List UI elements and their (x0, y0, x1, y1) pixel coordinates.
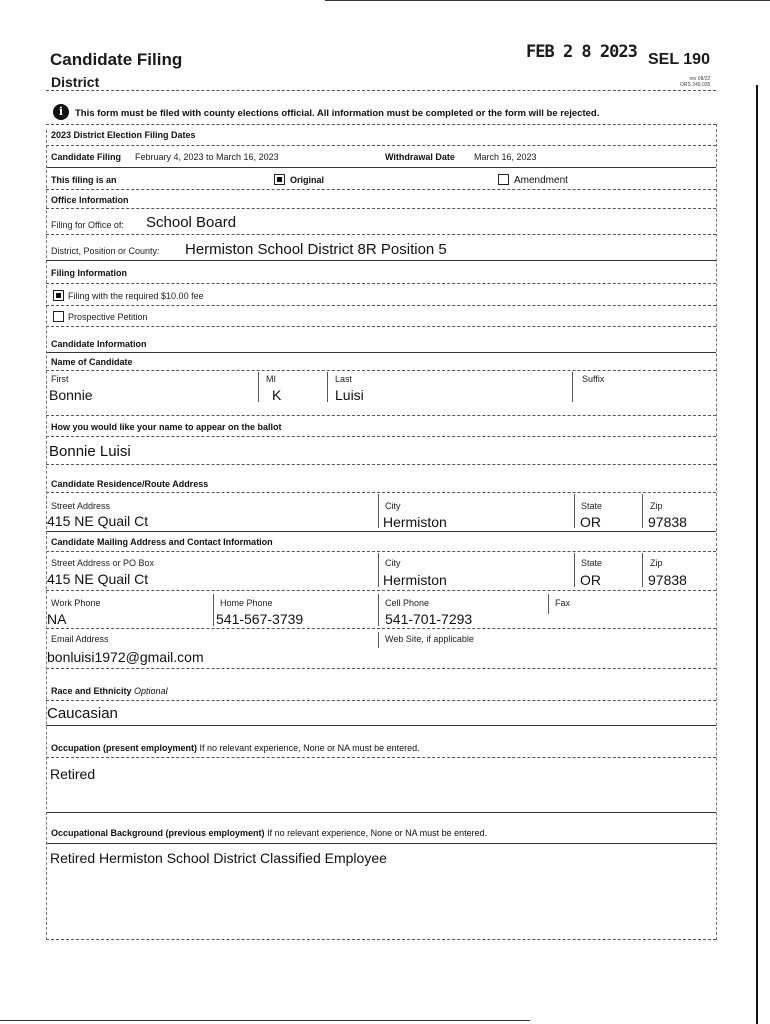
background-note: If no relevant experience, None or NA must be entered. (267, 828, 488, 838)
divider (46, 628, 716, 629)
last-name-field[interactable]: Luisi (335, 387, 364, 403)
race-optional: Optional (134, 686, 168, 696)
mailing-heading: Candidate Mailing Address and Contact Information (51, 537, 273, 547)
divider (46, 370, 716, 371)
residence-state-label: State (581, 501, 603, 511)
residence-street-label: Street Address (51, 501, 111, 511)
bottom-edge-line (0, 1020, 530, 1021)
divider (46, 812, 716, 813)
mi-label: MI (266, 374, 276, 384)
residence-heading: Candidate Residence/Route Address (51, 479, 209, 489)
divider (46, 531, 716, 532)
petition-checkbox[interactable] (53, 311, 64, 322)
vertical-divider (378, 632, 379, 648)
filing-info-heading: Filing Information (51, 268, 127, 278)
divider (46, 492, 716, 493)
vertical-divider (574, 553, 575, 587)
fax-label: Fax (555, 598, 571, 608)
candidate-filing-label: Candidate Filing (51, 152, 122, 162)
race-heading-text: Race and Ethnicity (51, 686, 132, 696)
suffix-label: Suffix (582, 374, 605, 384)
cell-phone-field[interactable]: 541-701-7293 (385, 611, 473, 627)
divider (46, 326, 716, 327)
dates-heading: 2023 District Election Filing Dates (51, 130, 196, 140)
mailing-zip-field[interactable]: 97838 (648, 572, 687, 588)
filing-type-label: This filing is an (51, 175, 117, 185)
occupation-heading (51, 743, 420, 753)
divider (46, 700, 716, 701)
amendment-checkbox[interactable] (498, 174, 509, 185)
race-field[interactable]: Caucasian (47, 705, 118, 722)
withdrawal-value: March 16, 2023 (474, 152, 537, 162)
form-title: Candidate Filing (50, 50, 183, 69)
background-heading (51, 828, 487, 838)
vertical-divider (572, 372, 573, 402)
residence-street-field[interactable]: 415 NE Quail Ct (47, 513, 149, 529)
divider (46, 590, 716, 591)
divider (46, 668, 716, 669)
divider (46, 283, 716, 284)
residence-city-field[interactable]: Hermiston (383, 514, 447, 530)
office-field[interactable]: School Board (146, 214, 237, 231)
vertical-divider (213, 594, 214, 626)
withdrawal-label: Withdrawal Date (385, 152, 455, 162)
filing-notice: This form must be filed with county elections official. All information must be completed or the form will be rejected. (75, 108, 600, 119)
fee-checkbox[interactable] (53, 290, 64, 301)
divider (46, 167, 716, 168)
divider (46, 145, 716, 146)
info-icon: i (53, 104, 69, 120)
divider (46, 260, 716, 261)
divider (46, 189, 716, 190)
work-phone-field[interactable]: NA (47, 611, 67, 627)
divider (46, 208, 716, 209)
form-statute: ORS 249.035 (680, 82, 711, 88)
vertical-divider (258, 372, 259, 402)
amendment-label: Amendment (514, 175, 568, 186)
mailing-city-label: City (385, 558, 401, 568)
email-field[interactable]: bonluisi1972@gmail.com (47, 649, 204, 665)
residence-zip-label: Zip (650, 501, 663, 511)
received-date-stamp: FEB 2 8 2023 (526, 42, 637, 62)
form-revision (680, 76, 710, 88)
first-name-field[interactable]: Bonnie (49, 387, 93, 403)
email-label: Email Address (51, 634, 109, 644)
mailing-street-field[interactable]: 415 NE Quail Ct (47, 571, 149, 587)
form-number: SEL 190 (648, 51, 710, 68)
vertical-divider (378, 494, 379, 528)
divider (46, 415, 716, 416)
name-heading: Name of Candidate (51, 357, 133, 367)
divider (46, 843, 716, 844)
home-phone-field[interactable]: 541-567-3739 (216, 611, 304, 627)
fee-label: Filing with the required $10.00 fee (68, 291, 204, 301)
mailing-zip-label: Zip (650, 558, 663, 568)
mailing-city-field[interactable]: Hermiston (383, 572, 447, 588)
form-revision-date: rev 08/22 (689, 76, 711, 82)
vertical-divider (642, 494, 643, 528)
divider (46, 124, 716, 125)
vertical-divider (46, 130, 47, 940)
divider (46, 436, 716, 437)
district-field[interactable]: Hermiston School District 8R Position 5 (185, 241, 447, 258)
mailing-state-field[interactable]: OR (580, 572, 601, 588)
website-label: Web Site, if applicable (385, 634, 474, 644)
district-label: District, Position or County: (51, 246, 160, 256)
occupation-note: If no relevant experience, None or NA must be entered. (199, 743, 420, 753)
mi-field[interactable]: K (272, 387, 282, 403)
background-field[interactable]: Retired Hermiston School District Classified Employee (50, 850, 387, 866)
header-divider (46, 90, 716, 91)
vertical-divider (327, 372, 328, 402)
ballot-name-field[interactable]: Bonnie Luisi (49, 443, 131, 460)
cell-phone-label: Cell Phone (385, 598, 430, 608)
mailing-street-label: Street Address or PO Box (51, 558, 155, 568)
vertical-divider (642, 553, 643, 587)
ballot-heading: How you would like your name to appear on the ballot (51, 422, 282, 432)
office-label: Filing for Office of: (51, 220, 124, 230)
vertical-divider (574, 494, 575, 528)
last-name-label: Last (335, 374, 353, 384)
occupation-heading-text: Occupation (present employment) (51, 743, 198, 753)
first-name-label: First (51, 374, 69, 384)
divider (46, 234, 716, 235)
divider (46, 464, 716, 465)
residence-city-label: City (385, 501, 401, 511)
vertical-divider (378, 594, 379, 626)
divider (46, 551, 716, 552)
office-heading: Office Information (51, 195, 129, 205)
form-subtitle: District (51, 74, 100, 90)
residence-state-field[interactable]: OR (580, 514, 601, 530)
candidate-filing-value: February 4, 2023 to March 16, 2023 (135, 152, 279, 162)
work-phone-label: Work Phone (51, 598, 101, 608)
divider (46, 725, 716, 726)
divider (46, 757, 716, 758)
original-checkbox[interactable] (274, 174, 285, 185)
divider (46, 939, 716, 940)
vertical-divider (378, 553, 379, 587)
petition-label: Prospective Petition (68, 312, 148, 322)
mailing-state-label: State (581, 558, 603, 568)
background-heading-text: Occupational Background (previous employment) (51, 828, 265, 838)
vertical-divider (716, 124, 717, 940)
vertical-divider (548, 594, 549, 614)
race-heading (51, 686, 168, 696)
divider (46, 352, 716, 353)
scan-edge-line (756, 85, 758, 1024)
divider (46, 305, 716, 306)
original-label: Original (290, 175, 325, 185)
top-edge-line (325, 0, 770, 1)
candidate-heading: Candidate Information (51, 339, 147, 349)
home-phone-label: Home Phone (220, 598, 273, 608)
occupation-field[interactable]: Retired (50, 766, 96, 782)
residence-zip-field[interactable]: 97838 (648, 514, 687, 530)
